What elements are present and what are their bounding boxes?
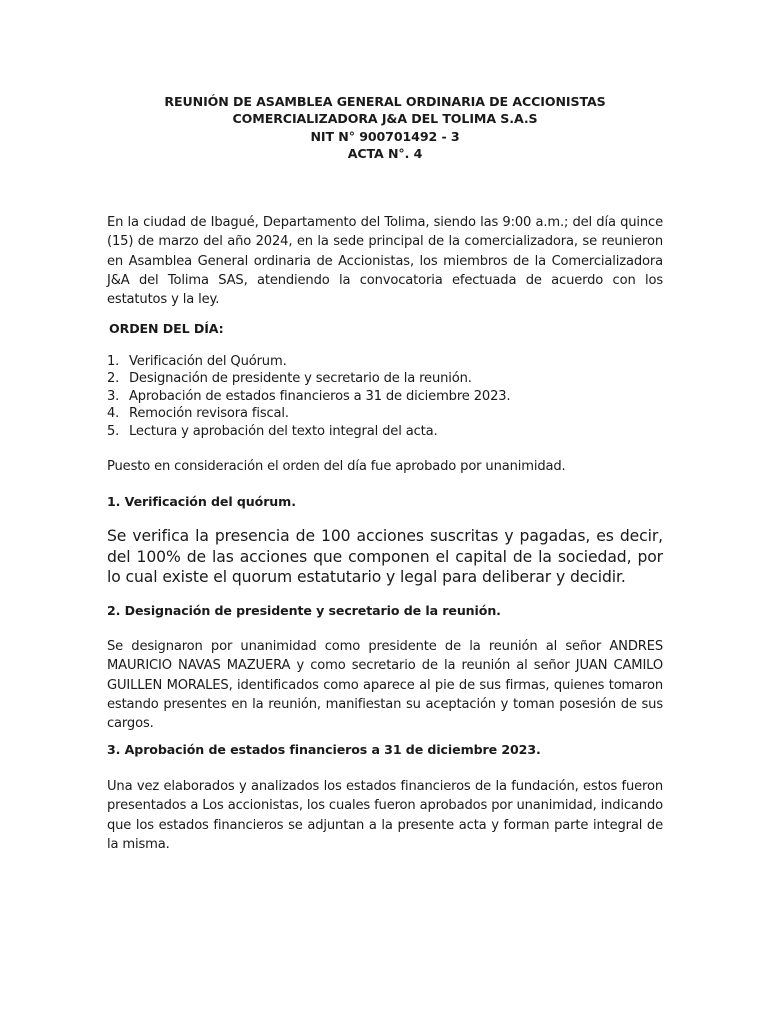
agenda-item-text: Remoción revisora fiscal. — [129, 406, 289, 422]
header-meeting-title: REUNIÓN DE ASAMBLEA GENERAL ORDINARIA DE ACCIONISTAS — [164, 94, 606, 109]
section-heading-quorum: 1. Verificación del quórum. — [107, 494, 296, 509]
agenda-item-number: 2. — [107, 371, 120, 387]
agenda-item-text: Designación de presidente y secretario de la reunión. — [129, 371, 472, 387]
agenda-item — [107, 405, 663, 422]
agenda-item — [107, 353, 663, 370]
agenda-item — [107, 370, 663, 387]
agenda-item-number: 4. — [107, 406, 120, 422]
agenda-item-number: 1. — [107, 354, 120, 369]
section-heading-financials: 3. Aprobación de estados financieros a 31 de diciembre 2023. — [107, 742, 541, 757]
header-company-name: COMERCIALIZADORA J&A DEL TOLIMA S.A.S — [232, 111, 538, 127]
header-acta-number: ACTA N°. 4 — [347, 145, 423, 161]
agenda-item-text: Verificación del Quórum. — [129, 354, 287, 369]
section-body-quorum: Se verifica la presencia de 100 acciones suscritas y pagadas, es decir, del 100% de las acciones que componen el capital de la sociedad, por lo cual existe el quorum estatutario y legal para deliberar y decidir. — [107, 527, 663, 586]
agenda-item — [107, 423, 663, 440]
agenda-list — [107, 353, 663, 440]
agenda-item-text: Aprobación de estados financieros a 31 de diciembre 2023. — [129, 388, 511, 404]
agenda-item — [107, 388, 663, 405]
document-header — [107, 93, 663, 162]
section-body-designation: Se designaron por unanimidad como presidente de la reunión al señor ANDRES MAURICIO NAVAS MAZUERA y como secretario de la reunión al señor JUAN CAMILO GUILLEN MORALES, identificados como aparece al pie de sus firmas, quienes tomaron estando presentes en la reunión, manifiestan su aceptación y toman posesión de sus cargos. — [107, 639, 663, 732]
agenda-item-number: 5. — [107, 423, 120, 439]
section-body-financials: Una vez elaborados y analizados los estados financieros de la fundación, estos fueron presentados a Los accionistas, los cuales fueron aprobados por unanimidad, indicando que los estados financieros se adjuntan a la presente acta y forman parte integral de la misma. — [107, 779, 663, 852]
agenda-approval-text: Puesto en consideración el orden del día fue aprobado por unanimidad. — [107, 459, 566, 474]
agenda-title: ORDEN DEL DÍA: — [109, 321, 224, 336]
header-nit: NIT N° 900701492 - 3 — [310, 128, 460, 144]
intro-paragraph: En la ciudad de Ibagué, Departamento del Tolima, siendo las 9:00 a.m.; del día quince (15) de marzo del año 2024, en la sede principal de la comercializadora, se reunieron en Asamblea General ordinaria de Accionistas, los miembros de la Comercializadora J&A del Tolima SAS, atendiendo la convocatoria efectuada de acuerdo con los estatutos y la ley. — [107, 215, 663, 308]
agenda-item-text: Lectura y aprobación del texto integral del acta. — [129, 423, 438, 439]
section-heading-designation: 2. Designación de presidente y secretario de la reunión. — [107, 603, 501, 618]
agenda-item-number: 3. — [107, 388, 120, 404]
